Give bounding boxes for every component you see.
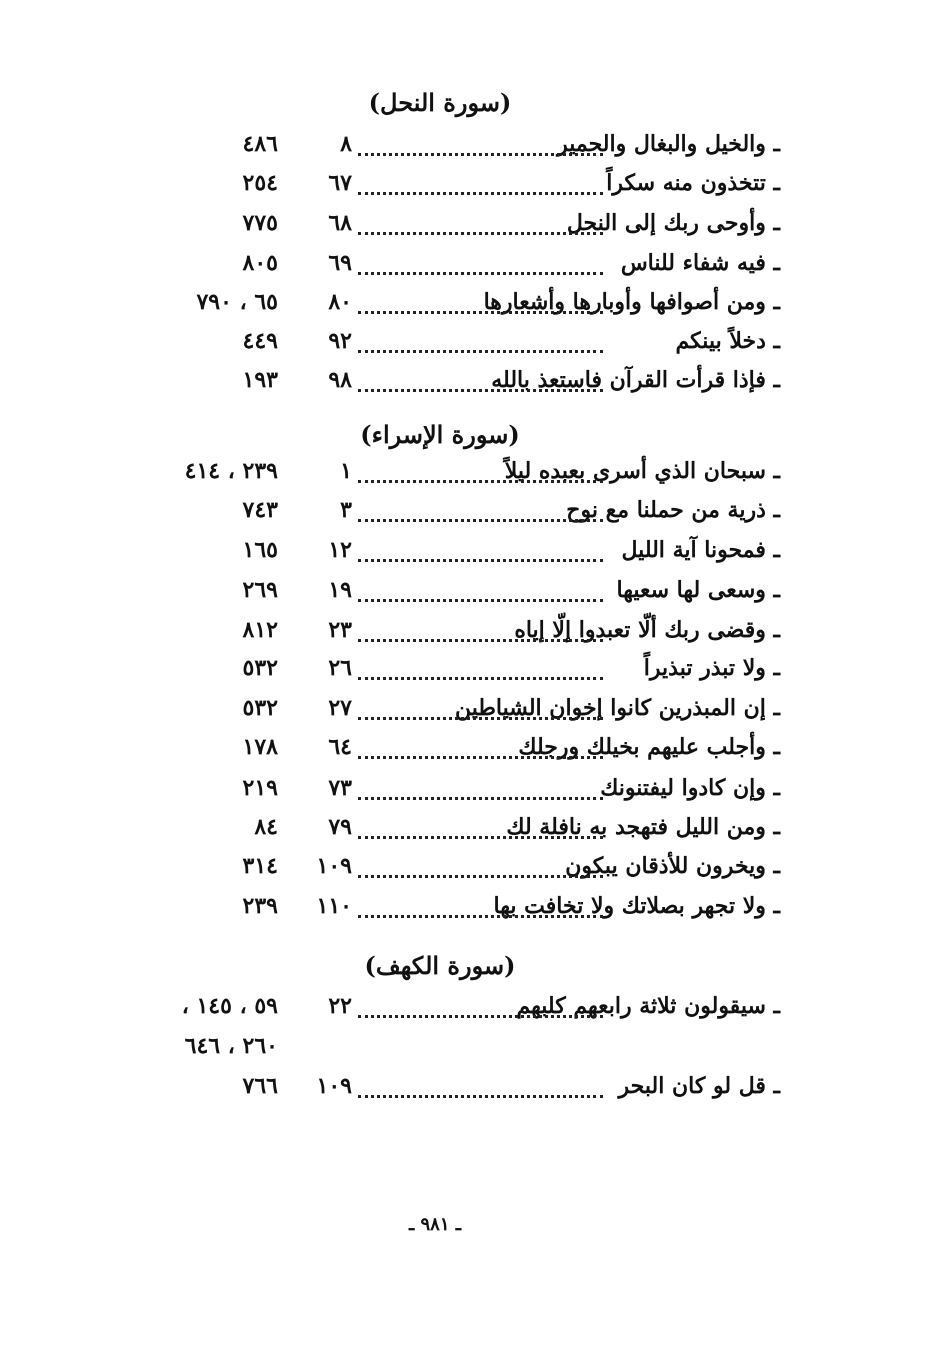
verse-number: ٢٣ xyxy=(328,617,352,643)
dot-leader xyxy=(358,282,603,322)
entry-text: ـ وقضى ربك ألّا تعبدوا إلّا إياه xyxy=(514,617,780,643)
verse-number: ٢٢ xyxy=(328,993,352,1019)
index-entry xyxy=(130,321,780,361)
page-references: ٥٣٢ xyxy=(242,655,278,681)
index-entry xyxy=(130,530,780,570)
dot-leader xyxy=(358,768,603,808)
verse-number: ٦٩ xyxy=(328,250,352,276)
entry-text: ـ ولا تجهر بصلاتك ولا تخافت بها xyxy=(493,893,780,919)
page-references: ٢٣٩ xyxy=(242,893,278,919)
dot-leader xyxy=(358,727,603,767)
verse-number: ١ xyxy=(340,458,352,484)
index-entry xyxy=(130,163,780,203)
verse-number: ٦٨ xyxy=(328,210,352,236)
verse-number: ٩٨ xyxy=(328,367,352,393)
index-entry xyxy=(130,203,780,243)
page-references: ٧٦٦ xyxy=(242,1073,278,1099)
dot-leader xyxy=(358,807,603,847)
page-references: ٨٠٥ xyxy=(242,250,278,276)
index-entry xyxy=(130,688,780,728)
entry-text: ـ ومن أصوافها وأوبارها وأشعارها xyxy=(483,289,780,315)
page-references: ٥٩ ، ١٤٥ ، xyxy=(181,993,278,1019)
dot-leader xyxy=(358,530,603,570)
page-references: ٧٧٥ xyxy=(242,210,278,236)
index-entry xyxy=(130,610,780,650)
verse-number: ٨٠ xyxy=(328,289,352,315)
entry-text: ـ فإذا قرأت القرآن فاستعذ بالله xyxy=(491,367,780,393)
page-references: ٨١٢ xyxy=(242,617,278,643)
dot-leader xyxy=(358,163,603,203)
entry-text: ـ والخيل والبغال والحمير xyxy=(557,131,780,157)
dot-leader xyxy=(358,688,603,728)
entry-text: ـ سيقولون ثلاثة رابعهم كلبهم xyxy=(516,993,780,1019)
entry-text: ـ وأوحى ربك إلى النحل xyxy=(566,210,780,236)
section-title-kahf: (سورة الكهف) xyxy=(364,951,516,980)
entry-text: ـ ويخرون للأذقان يبكون xyxy=(565,853,780,879)
entry-text: ـ تتخذون منه سكراً xyxy=(606,170,780,196)
entry-text: ـ ومن الليل فتهجد به نافلة لك xyxy=(506,814,780,840)
index-entry xyxy=(130,243,780,283)
index-entry xyxy=(130,807,780,847)
verse-number: ١٠٩ xyxy=(316,853,352,879)
verse-number: ٨ xyxy=(340,131,352,157)
entry-text: ـ إن المبذرين كانوا إخوان الشياطين xyxy=(454,695,780,721)
index-entry xyxy=(130,490,780,530)
entry-text: ـ وسعى لها سعيها xyxy=(616,577,780,603)
index-entry xyxy=(130,451,780,491)
dot-leader xyxy=(358,451,603,491)
page-references: ٣١٤ xyxy=(242,853,278,879)
entry-text: ـ سبحان الذي أسرى بعبده ليلاً xyxy=(504,458,780,484)
dot-leader xyxy=(358,570,603,610)
page-references: ٥٣٢ xyxy=(242,695,278,721)
entry-text: ـ ذرية من حملنا مع نوح xyxy=(566,497,780,523)
page-references: ١٧٨ xyxy=(242,734,278,760)
index-entry xyxy=(130,570,780,610)
entry-text: ـ دخلاً بينكم xyxy=(675,328,780,354)
dot-leader xyxy=(358,1066,603,1106)
verse-number: ١١٠ xyxy=(316,893,352,919)
page-references: ٢١٩ xyxy=(242,775,278,801)
dot-leader xyxy=(358,648,603,688)
verse-number: ١٠٩ xyxy=(316,1073,352,1099)
dot-leader xyxy=(358,886,603,926)
index-entry xyxy=(130,648,780,688)
entry-text: ـ فمحونا آية الليل xyxy=(621,537,780,563)
verse-number: ٣ xyxy=(340,497,352,523)
dot-leader xyxy=(358,124,603,164)
verse-number: ٩٢ xyxy=(328,328,352,354)
dot-leader xyxy=(358,243,603,283)
verse-number: ٧٩ xyxy=(328,814,352,840)
page-references: ٨٤ xyxy=(254,814,278,840)
page-references: ٢٥٤ xyxy=(242,170,278,196)
index-entry xyxy=(130,1066,780,1106)
dot-leader xyxy=(358,203,603,243)
page-references: ١٦٥ xyxy=(242,537,278,563)
page-references: ٢٦٩ xyxy=(242,577,278,603)
index-entry xyxy=(130,886,780,926)
dot-leader xyxy=(358,986,603,1026)
index-entry xyxy=(130,986,780,1026)
verse-number: ٦٧ xyxy=(328,170,352,196)
verse-number: ٢٦ xyxy=(328,655,352,681)
section-title-nahl: (سورة النحل) xyxy=(368,88,512,117)
verse-number: ٢٧ xyxy=(328,695,352,721)
page-references: ٧٤٣ xyxy=(242,497,278,523)
entry-text: ـ فيه شفاء للناس xyxy=(620,250,780,276)
index-entry xyxy=(130,846,780,886)
index-entry xyxy=(130,360,780,400)
entry-text: ـ ولا تبذر تبذيراً xyxy=(643,655,780,681)
entry-text: ـ قل لو كان البحر xyxy=(618,1073,780,1099)
verse-number: ١٩ xyxy=(328,577,352,603)
index-entry xyxy=(130,282,780,322)
index-entry xyxy=(130,727,780,767)
dot-leader xyxy=(358,490,603,530)
entry-text: ـ وأجلب عليهم بخيلك ورجلك xyxy=(518,734,780,760)
verse-number: ١٢ xyxy=(328,537,352,563)
index-entry xyxy=(130,768,780,808)
page-references: ٤٨٦ xyxy=(242,131,278,157)
page-references: ١٩٣ xyxy=(242,367,278,393)
dot-leader xyxy=(358,360,603,400)
page-references: ٦٥ ، ٧٩٠ xyxy=(196,289,278,315)
page-references-continued: ٢٦٠ ، ٦٤٦ xyxy=(184,1033,278,1059)
index-entry xyxy=(130,124,780,164)
dot-leader xyxy=(358,846,603,886)
page-number: ـ ٩٨١ ـ xyxy=(408,1214,462,1235)
section-title-isra: (سورة الإسراء) xyxy=(360,420,520,449)
entry-text: ـ وإن كادوا ليفتنونك xyxy=(600,775,780,801)
dot-leader xyxy=(358,321,603,361)
verse-number: ٦٤ xyxy=(328,734,352,760)
verse-number: ٧٣ xyxy=(328,775,352,801)
dot-leader xyxy=(358,610,603,650)
page-references: ٤٤٩ xyxy=(242,328,278,354)
page-references: ٢٣٩ ، ٤١٤ xyxy=(184,458,278,484)
